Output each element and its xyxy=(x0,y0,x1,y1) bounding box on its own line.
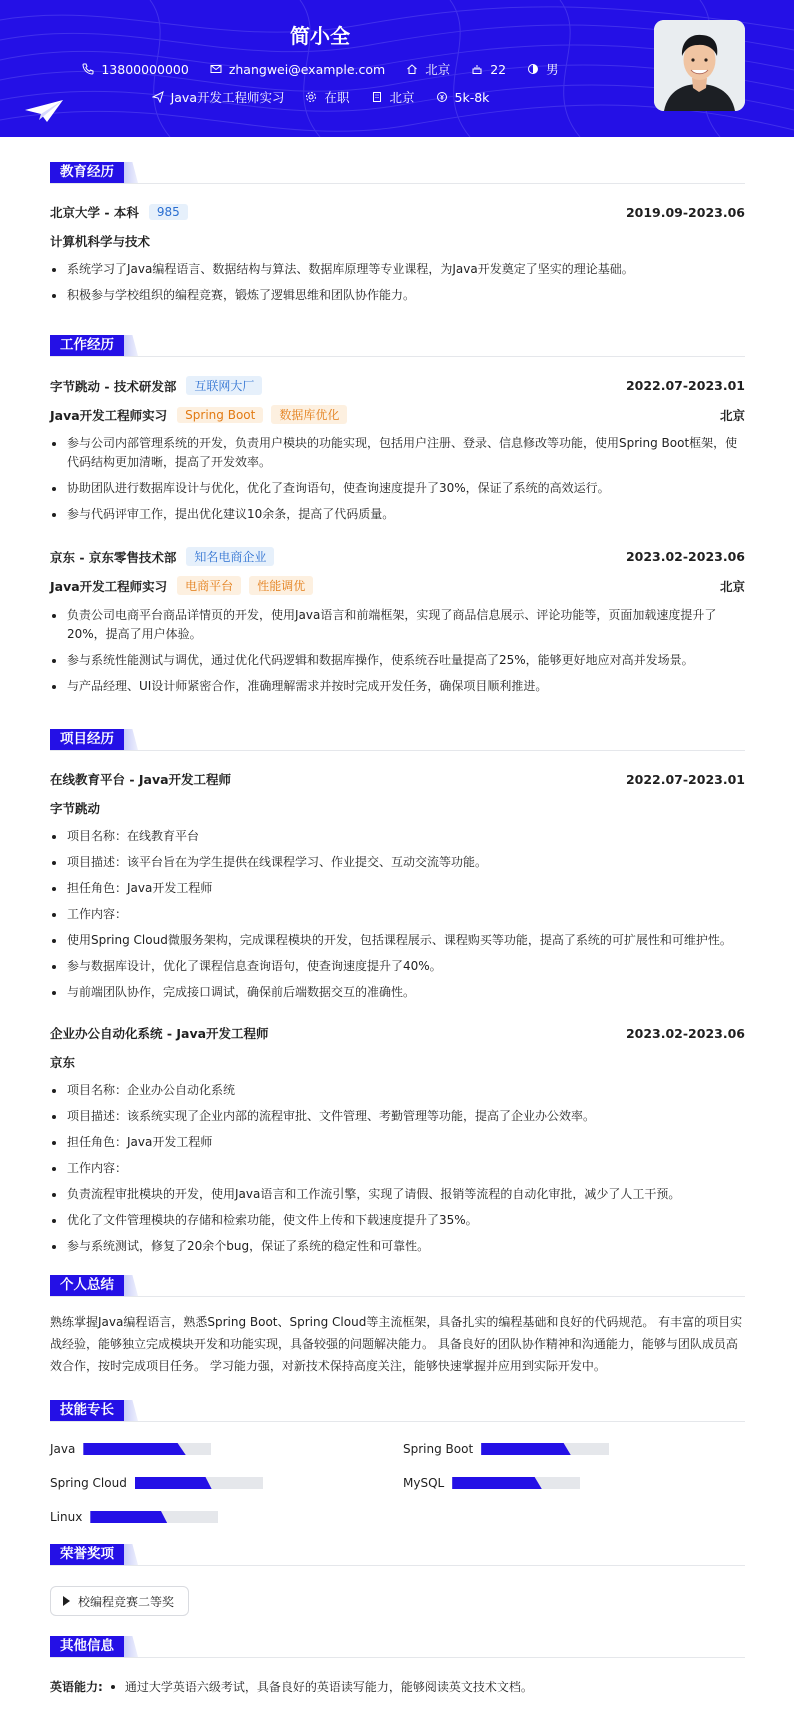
candidate-name: 简小全 xyxy=(290,24,350,48)
awards-section xyxy=(50,1544,745,1624)
project-date: 2023.02-2023.06 xyxy=(625,1025,745,1041)
skill-bar xyxy=(90,1511,218,1523)
email-info xyxy=(209,62,385,77)
target-city-info xyxy=(370,88,415,106)
gear-icon xyxy=(304,90,318,104)
skill-tag: Spring Boot xyxy=(177,407,263,423)
work-section xyxy=(50,335,745,710)
section-header xyxy=(50,335,745,357)
work-2-role xyxy=(50,576,745,595)
list-item: 参与代码评审工作，提出优化建议10余条，提高了代码质量。 xyxy=(50,505,745,524)
salary-text: 5k-8k xyxy=(454,89,490,105)
project-2-bullets xyxy=(50,1081,745,1263)
section-title-decoration xyxy=(124,1636,138,1657)
project-title: 在线教育平台 - Java开发工程师 xyxy=(50,772,232,787)
skill-mysql xyxy=(403,1476,580,1490)
company-tag: 互联网大厂 xyxy=(186,376,262,395)
section-title-projects: 项目经历 xyxy=(50,729,124,750)
list-item: 项目名称：企业办公自动化系统 xyxy=(50,1081,745,1100)
status-text: 在职 xyxy=(324,90,350,105)
section-title-education: 教育经历 xyxy=(50,162,124,183)
education-section xyxy=(50,162,745,312)
english-ability-row xyxy=(50,1678,745,1695)
skill-name: Linux xyxy=(50,1510,83,1524)
list-item: 负责公司电商平台商品详情页的开发，使用Java语言和前端框架，实现了商品信息展示、评论功能等，页面加载速度提升了20%，提高了用户体验。 xyxy=(50,606,745,644)
bullet-dot xyxy=(111,1685,115,1689)
gender-icon xyxy=(526,62,540,76)
list-item: 与前端团队协作，完成接口调试，确保前后端数据交互的准确性。 xyxy=(50,983,745,1002)
section-title-work: 工作经历 xyxy=(50,335,124,356)
skill-tag: 电商平台 xyxy=(177,576,241,595)
skill-bar-fill xyxy=(90,1511,167,1523)
list-item: 项目描述：该系统实现了企业内部的流程审批、文件管理、考勤管理等功能，提高了企业办公效率。 xyxy=(50,1107,745,1126)
section-title-awards: 荣誉奖项 xyxy=(50,1544,124,1565)
list-item: 系统学习了Java编程语言、数据结构与算法、数据库原理等专业课程，为Java开发奠定了坚实的理论基础。 xyxy=(50,260,745,279)
project-2-company xyxy=(50,1053,745,1071)
list-item: 担任角色：Java开发工程师 xyxy=(50,879,745,898)
phone-text: 13800000000 xyxy=(101,61,189,77)
skill-bar xyxy=(135,1477,263,1489)
company-tag: 知名电商企业 xyxy=(186,547,274,566)
email-text: zhangwei@example.com xyxy=(228,61,386,77)
building-icon xyxy=(370,90,384,104)
list-item: 优化了文件管理模块的存储和检索功能，使文件上传和下载速度提升了35%。 xyxy=(50,1211,745,1230)
section-header xyxy=(50,1275,745,1297)
phone-icon xyxy=(81,62,95,76)
city-info xyxy=(405,60,450,78)
gender-info xyxy=(526,60,559,78)
project-2-header xyxy=(50,1024,745,1042)
school-tag: 985 xyxy=(149,204,188,220)
skill-name: MySQL xyxy=(403,1476,445,1490)
summary-text: 熟练掌握Java编程语言，熟悉Spring Boot、Spring Cloud等主流框架，具备扎实的编程基础和良好的代码规范。 有丰富的项目实战经验，能够独立完成模块开发和功能实现，具备较强的问题解决能力。 具备良好的团队协作精神和沟通能力，能够与团队成员高效合作，按时完成项目任务。 学习能力强，对新技术保持高度关注，能够快速掌握并应用到实际开发中。 xyxy=(50,1315,743,1373)
skills-section xyxy=(50,1400,745,1525)
award-item[interactable] xyxy=(50,1586,189,1616)
list-item: 担任角色：Java开发工程师 xyxy=(50,1133,745,1152)
work-date: 2022.07-2023.01 xyxy=(625,378,745,393)
skill-linux xyxy=(50,1510,218,1524)
project-company: 字节跳动 xyxy=(50,801,101,816)
list-item: 积极参与学校组织的编程竞赛，锻炼了逻辑思维和团队协作能力。 xyxy=(50,286,745,305)
section-title-other: 其他信息 xyxy=(50,1636,124,1657)
skill-tag: 数据库优化 xyxy=(271,405,347,424)
triangle-right-icon xyxy=(63,1596,70,1606)
contact-row xyxy=(0,60,640,78)
city-text: 北京 xyxy=(425,62,451,77)
education-date: 2019.09-2023.06 xyxy=(625,204,745,220)
section-header xyxy=(50,162,745,184)
skill-spring-boot xyxy=(403,1442,609,1456)
section-header xyxy=(50,1636,745,1658)
section-header xyxy=(50,729,745,751)
role-name: Java开发工程师实习 xyxy=(50,407,168,423)
summary-section xyxy=(50,1275,745,1385)
job-text: Java开发工程师实习 xyxy=(170,90,285,105)
work-1-bullets xyxy=(50,434,745,531)
company-name: 京东 - 京东零售技术部 xyxy=(50,549,177,565)
job-row xyxy=(0,88,640,106)
list-item: 项目描述：该平台旨在为学生提供在线课程学习、作业提交、互动交流等功能。 xyxy=(50,853,745,872)
other-section xyxy=(50,1636,745,1706)
section-title-decoration xyxy=(124,335,138,356)
education-header xyxy=(50,203,745,221)
section-title-summary: 个人总结 xyxy=(50,1275,124,1296)
skill-bar xyxy=(83,1443,211,1455)
list-item: 负责流程审批模块的开发，使用Java语言和工作流引擎，实现了请假、报销等流程的自动化审批，减少了人工干预。 xyxy=(50,1185,745,1204)
section-title-decoration xyxy=(124,1275,138,1296)
company-name: 字节跳动 - 技术研发部 xyxy=(50,378,177,394)
project-1-header xyxy=(50,770,745,788)
skill-java xyxy=(50,1442,211,1456)
profile-photo xyxy=(654,20,745,111)
skill-spring-cloud xyxy=(50,1476,263,1490)
mail-icon xyxy=(209,62,223,76)
job-info xyxy=(151,88,285,106)
list-item: 项目名称：在线教育平台 xyxy=(50,827,745,846)
phone-info xyxy=(81,62,188,77)
skill-name: Java xyxy=(50,1442,76,1456)
projects-section xyxy=(50,729,745,1253)
project-date: 2022.07-2023.01 xyxy=(625,771,745,787)
work-date: 2023.02-2023.06 xyxy=(625,549,745,564)
section-title-skills: 技能专长 xyxy=(50,1400,124,1421)
work-2-bullets xyxy=(50,606,745,703)
age-info xyxy=(470,62,506,77)
skill-name: Spring Cloud xyxy=(50,1476,127,1490)
list-item: 工作内容： xyxy=(50,1159,745,1178)
major-name: 计算机科学与技术 xyxy=(50,234,151,249)
section-title-decoration xyxy=(124,1400,138,1421)
role-name: Java开发工程师实习 xyxy=(50,578,168,594)
education-bullets xyxy=(50,260,745,312)
other-label: 英语能力: xyxy=(50,1680,103,1694)
section-title-decoration xyxy=(124,162,138,183)
salary-info xyxy=(435,90,490,105)
skill-name: Spring Boot xyxy=(403,1442,474,1456)
list-item: 协助团队进行数据库设计与优化，优化了查询语句，使查询速度提升了30%，保证了系统的高效运行。 xyxy=(50,479,745,498)
gender-text: 男 xyxy=(546,62,559,77)
skill-bar-fill xyxy=(135,1477,212,1489)
section-header xyxy=(50,1400,745,1422)
skill-bar-fill xyxy=(452,1477,542,1489)
project-1-bullets xyxy=(50,827,745,1009)
resume-header xyxy=(0,0,794,137)
project-title: 企业办公自动化系统 - Java开发工程师 xyxy=(50,1026,269,1041)
list-item: 工作内容： xyxy=(50,905,745,924)
section-title-decoration xyxy=(124,729,138,750)
target-city-text: 北京 xyxy=(389,90,415,105)
work-1-header xyxy=(50,376,745,395)
work-2-header xyxy=(50,547,745,566)
list-item: 参与系统性能测试与调优，通过优化代码逻辑和数据库操作，使系统吞吐量提高了25%，能够更好地应对高并发场景。 xyxy=(50,651,745,670)
school-name: 北京大学 - 本科 xyxy=(50,205,139,220)
age-text: 22 xyxy=(490,61,507,77)
home-icon xyxy=(405,62,419,76)
list-item: 参与数据库设计，优化了课程信息查询语句，使查询速度提升了40%。 xyxy=(50,957,745,976)
list-item: 与产品经理、UI设计师紧密合作，准确理解需求并按时完成开发任务，确保项目顺利推进。 xyxy=(50,677,745,696)
award-label: 校编程竞赛二等奖 xyxy=(78,1594,175,1609)
work-location: 北京 xyxy=(719,407,745,423)
list-item: 参与系统测试，修复了20余个bug，保证了系统的稳定性和可靠性。 xyxy=(50,1237,745,1256)
status-info xyxy=(304,88,349,106)
project-company: 京东 xyxy=(50,1055,76,1070)
skill-bar-fill xyxy=(481,1443,571,1455)
skill-bar xyxy=(452,1477,580,1489)
other-text: 通过大学英语六级考试，具备良好的英语读写能力，能够阅读英文技术文档。 xyxy=(124,1680,533,1694)
skill-bar xyxy=(481,1443,609,1455)
coin-icon xyxy=(435,90,449,104)
section-header xyxy=(50,1544,745,1566)
major-row xyxy=(50,232,745,250)
list-item: 参与公司内部管理系统的开发，负责用户模块的功能实现，包括用户注册、登录、信息修改等功能，使用Spring Boot框架，使代码结构更加清晰，提高了开发效率。 xyxy=(50,434,745,472)
skill-bar-fill xyxy=(83,1443,185,1455)
section-title-decoration xyxy=(124,1544,138,1565)
work-1-role xyxy=(50,405,745,424)
work-location: 北京 xyxy=(719,578,745,594)
send-icon xyxy=(151,90,165,104)
cake-icon xyxy=(470,62,484,76)
skill-tag: 性能调优 xyxy=(249,576,313,595)
project-1-company xyxy=(50,799,745,817)
list-item: 使用Spring Cloud微服务架构，完成课程模块的开发，包括课程展示、课程购买等功能，提高了系统的可扩展性和可维护性。 xyxy=(50,931,745,950)
